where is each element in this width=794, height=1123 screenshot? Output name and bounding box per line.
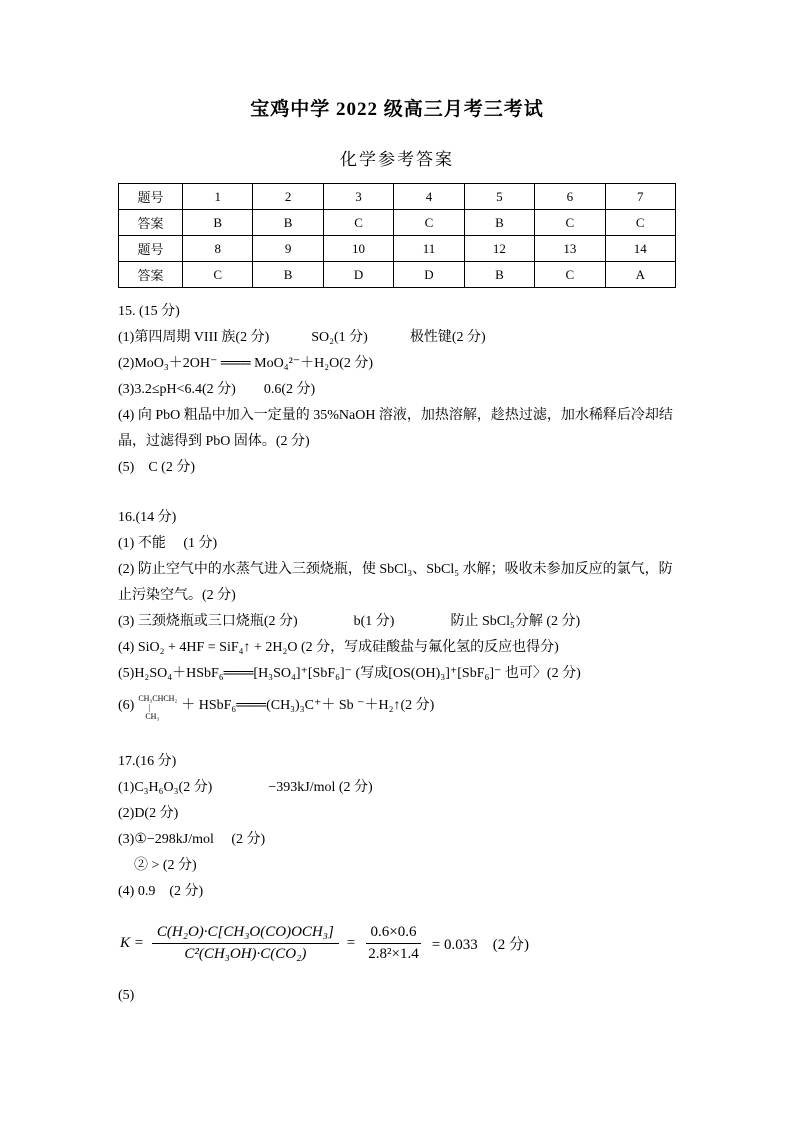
answer-cell: 11 (394, 236, 464, 262)
question-17-heading: 17.(16 分) (118, 754, 177, 769)
equation-result: = 0.033 (2 分) (431, 936, 529, 953)
answer-cell: 6 (535, 184, 605, 210)
fraction-denominator: 2.8²×1.4 (368, 945, 419, 962)
equation-lhs: K = (120, 934, 144, 951)
fraction-numerator: 0.6×0.6 (366, 924, 422, 944)
answer-table (118, 183, 676, 288)
answer-cell: B (464, 262, 534, 288)
answer-cell: 8 (183, 236, 253, 262)
answer-cell: 12 (464, 236, 534, 262)
question-17-section (118, 749, 676, 1009)
answer-line: (4) SiO₂ + 4HF = SiF₄↑ + 2H₂O (2 分，写成硅酸盐与氟化氢的反应也得分) (118, 640, 559, 655)
answer-line: (2)MoO₃＋2OH⁻ ═══ MoO₄²⁻＋H₂O(2 分) (118, 356, 374, 371)
structural-formula (138, 692, 177, 721)
equation-fraction-symbolic (152, 924, 339, 963)
row-label-cell: 题号 (119, 184, 183, 210)
answer-line: (4) 向 PbO 粗品中加入一定量的 35%NaOH 溶液，加热溶解，趁热过滤，加水稀释后冷却结晶，过滤得到 PbO 固体。(2 分) (118, 408, 673, 449)
answer-line: ② > (2 分) (134, 858, 197, 873)
answer-cell: C (323, 210, 393, 236)
question-16-heading: 16.(14 分) (118, 510, 177, 525)
answer-cell: B (464, 210, 534, 236)
answer-cell: 2 (253, 184, 323, 210)
row-label-cell: 答案 (119, 262, 183, 288)
page-subtitle: 化学参考答案 (340, 150, 454, 169)
page-title: 宝鸡中学 2022 级高三月考三考试 (250, 99, 544, 120)
answer-cell: 4 (394, 184, 464, 210)
answer-cell: 13 (535, 236, 605, 262)
answer-cell: B (183, 210, 253, 236)
answer-cell: C (535, 262, 605, 288)
row-label-cell: 题号 (119, 236, 183, 262)
answer-cell: B (253, 262, 323, 288)
answer-cell: 10 (323, 236, 393, 262)
row-label-cell: 答案 (119, 210, 183, 236)
answer-cell: C (535, 210, 605, 236)
structure-bond: | (148, 702, 150, 712)
answer-prefix: (6) (118, 698, 135, 713)
answer-equation-rest: ＋ HSbF₆═══(CH₃)₃C⁺＋ Sb ⁻＋H₂↑(2 分) (181, 698, 435, 713)
structure-bottom: CH₃ (145, 711, 160, 721)
answer-line: (4) 0.9 (2 分) (118, 884, 204, 899)
answer-table-row (119, 210, 676, 236)
answer-line: (1)C₃H₆O₃(2 分) −393kJ/mol (2 分) (118, 780, 373, 795)
answer-cell: A (605, 262, 675, 288)
answer-line-with-structure (118, 687, 676, 725)
answer-table-row (119, 262, 676, 288)
answer-table-body (119, 184, 676, 288)
answer-content (118, 299, 676, 1009)
answer-cell: D (323, 262, 393, 288)
answer-table-row (119, 236, 676, 262)
answer-line: (5) (118, 988, 135, 1003)
question-15-heading: 15. (15 分) (118, 304, 180, 319)
structure-top: CH₃CHCH₂ (138, 693, 178, 703)
answer-cell: B (253, 210, 323, 236)
answer-line: (5)H₂SO₄＋HSbF₆═══[H₃SO₄]⁺[SbF₆]⁻ (写成[OS(OH)₃]⁺[SbF₆]⁻ 也可〉(2 分) (118, 666, 581, 681)
answer-cell: 5 (464, 184, 534, 210)
question-16-section (118, 505, 676, 725)
fraction-denominator: C²(CH₃OH)·C(CO₂) (184, 945, 307, 962)
answer-line: (3) 三颈烧瓶或三口烧瓶(2 分) b(1 分) 防止 SbCl₅分解 (2 分) (118, 614, 581, 629)
answer-line: (5) C (2 分) (118, 460, 195, 475)
answer-line: (3)①−298kJ/mol (2 分) (118, 832, 266, 847)
answer-line: (2)D(2 分) (118, 806, 179, 821)
answer-line: (3)3.2≤pH<6.4(2 分) 0.6(2 分) (118, 382, 316, 397)
answer-cell: 1 (183, 184, 253, 210)
answer-line: (2) 防止空气中的水蒸气进入三颈烧瓶，使 SbCl₃、SbCl₅ 水解；吸收未参加反应的氯气，防止污染空气。(2 分) (118, 562, 673, 603)
fraction-numerator: C(H₂O)·C[CH₃O(CO)OCH₃] (152, 924, 339, 944)
answer-cell: 9 (253, 236, 323, 262)
equation-equals: = (346, 934, 356, 951)
answer-cell: C (394, 210, 464, 236)
answer-cell: 7 (605, 184, 675, 210)
answer-cell: C (183, 262, 253, 288)
answer-table-row (119, 184, 676, 210)
answer-cell: D (394, 262, 464, 288)
answer-cell: 14 (605, 236, 675, 262)
equation-fraction-numeric (363, 924, 423, 963)
equilibrium-constant-equation (120, 915, 676, 971)
answer-line: (1)第四周期 VIII 族(2 分) SO₂(1 分) 极性键(2 分) (118, 330, 486, 345)
answer-cell: 3 (323, 184, 393, 210)
answer-cell: C (605, 210, 675, 236)
answer-line: (1) 不能 (1 分) (118, 536, 218, 551)
question-15-section (118, 299, 676, 481)
